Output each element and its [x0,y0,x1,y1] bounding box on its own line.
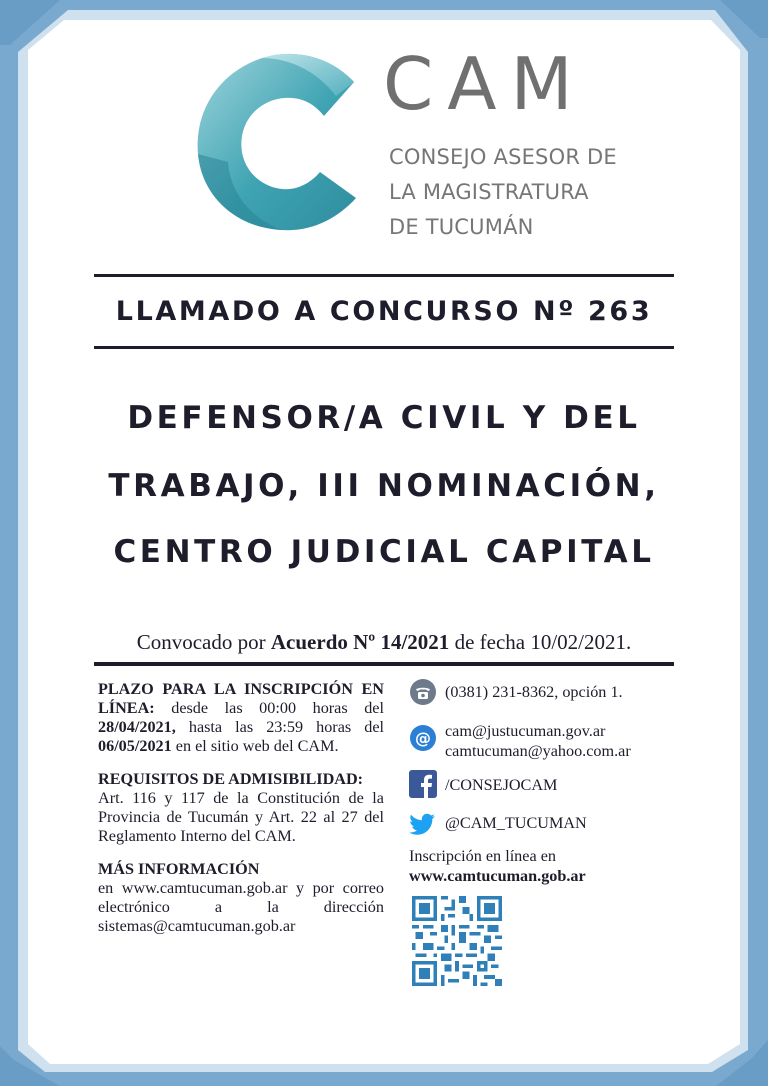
cam-logo-mark [190,52,360,232]
call-title: LLAMADO A CONCURSO Nº 263 [115,296,653,327]
svg-text:@: @ [415,728,431,748]
phone-text: (0381) 231-8362, opción 1. [445,683,623,701]
registration-text-1: desde las 00:00 horas del [154,699,384,717]
registration-block [98,680,384,756]
more-info-block [98,860,384,936]
twitter-handle[interactable]: @CAM_TUCUMAN [445,814,587,832]
logo-line-1: CONSEJO ASESOR DE [389,145,617,169]
logo-line-3: DE TUCUMÁN [389,215,534,239]
email-2[interactable]: camtucuman@yahoo.com.ar [445,742,631,760]
at-icon [409,724,437,752]
agreement-number: Acuerdo Nº 14/2021 [270,630,450,654]
convened-text [94,630,674,655]
registration-text-3: en el sitio web del CAM. [171,737,339,755]
online-url[interactable]: www.camtucuman.gob.ar [409,867,586,885]
requirements-title: REQUISITOS DE ADMISIBILIDAD: [98,770,364,788]
divider-bottom [94,662,674,666]
position-line-1: DEFENSOR/A CIVIL Y DEL [127,400,641,436]
registration-text-2: hasta las 23:59 horas del [175,718,384,736]
registration-date-from: 28/04/2021, [98,718,176,736]
convened-prefix: Convocado por [136,630,271,654]
requirements-block [98,770,384,846]
position-line-2: TRABAJO, III NOMINACIÓN, [108,468,660,504]
online-label: Inscripción en línea en [409,847,556,865]
twitter-icon [409,810,437,838]
registration-title: PLAZO PARA LA INSCRIPCIÓN EN LÍNEA: [98,680,384,717]
phone-icon [409,678,437,706]
divider-top [94,274,674,277]
divider-middle [94,346,674,349]
requirements-text: Art. 116 y 117 de la Constitución de la Provincia de Tucumán y Art. 22 al 27 del Reglamento Interno del CAM. [98,789,384,845]
email-1[interactable]: cam@justucuman.gov.ar [445,722,606,740]
more-info-title: MÁS INFORMACIÓN [98,860,260,878]
info-column [98,680,384,950]
facebook-handle[interactable]: /CONSEJOCAM [445,776,558,794]
logo-acronym: CAM [383,42,587,126]
more-info-text: en www.camtucuman.gob.ar y por correo electrónico a la dirección sistemas@camtucuman.gob.ar [98,879,384,935]
logo-line-2: LA MAGISTRATURA [389,180,589,204]
position-line-3: CENTRO JUDICIAL CAPITAL [113,534,655,570]
qr-code[interactable] [412,896,502,986]
convened-suffix: de fecha 10/02/2021. [449,630,632,654]
registration-date-to: 06/05/2021 [98,737,172,755]
facebook-icon [409,770,437,798]
